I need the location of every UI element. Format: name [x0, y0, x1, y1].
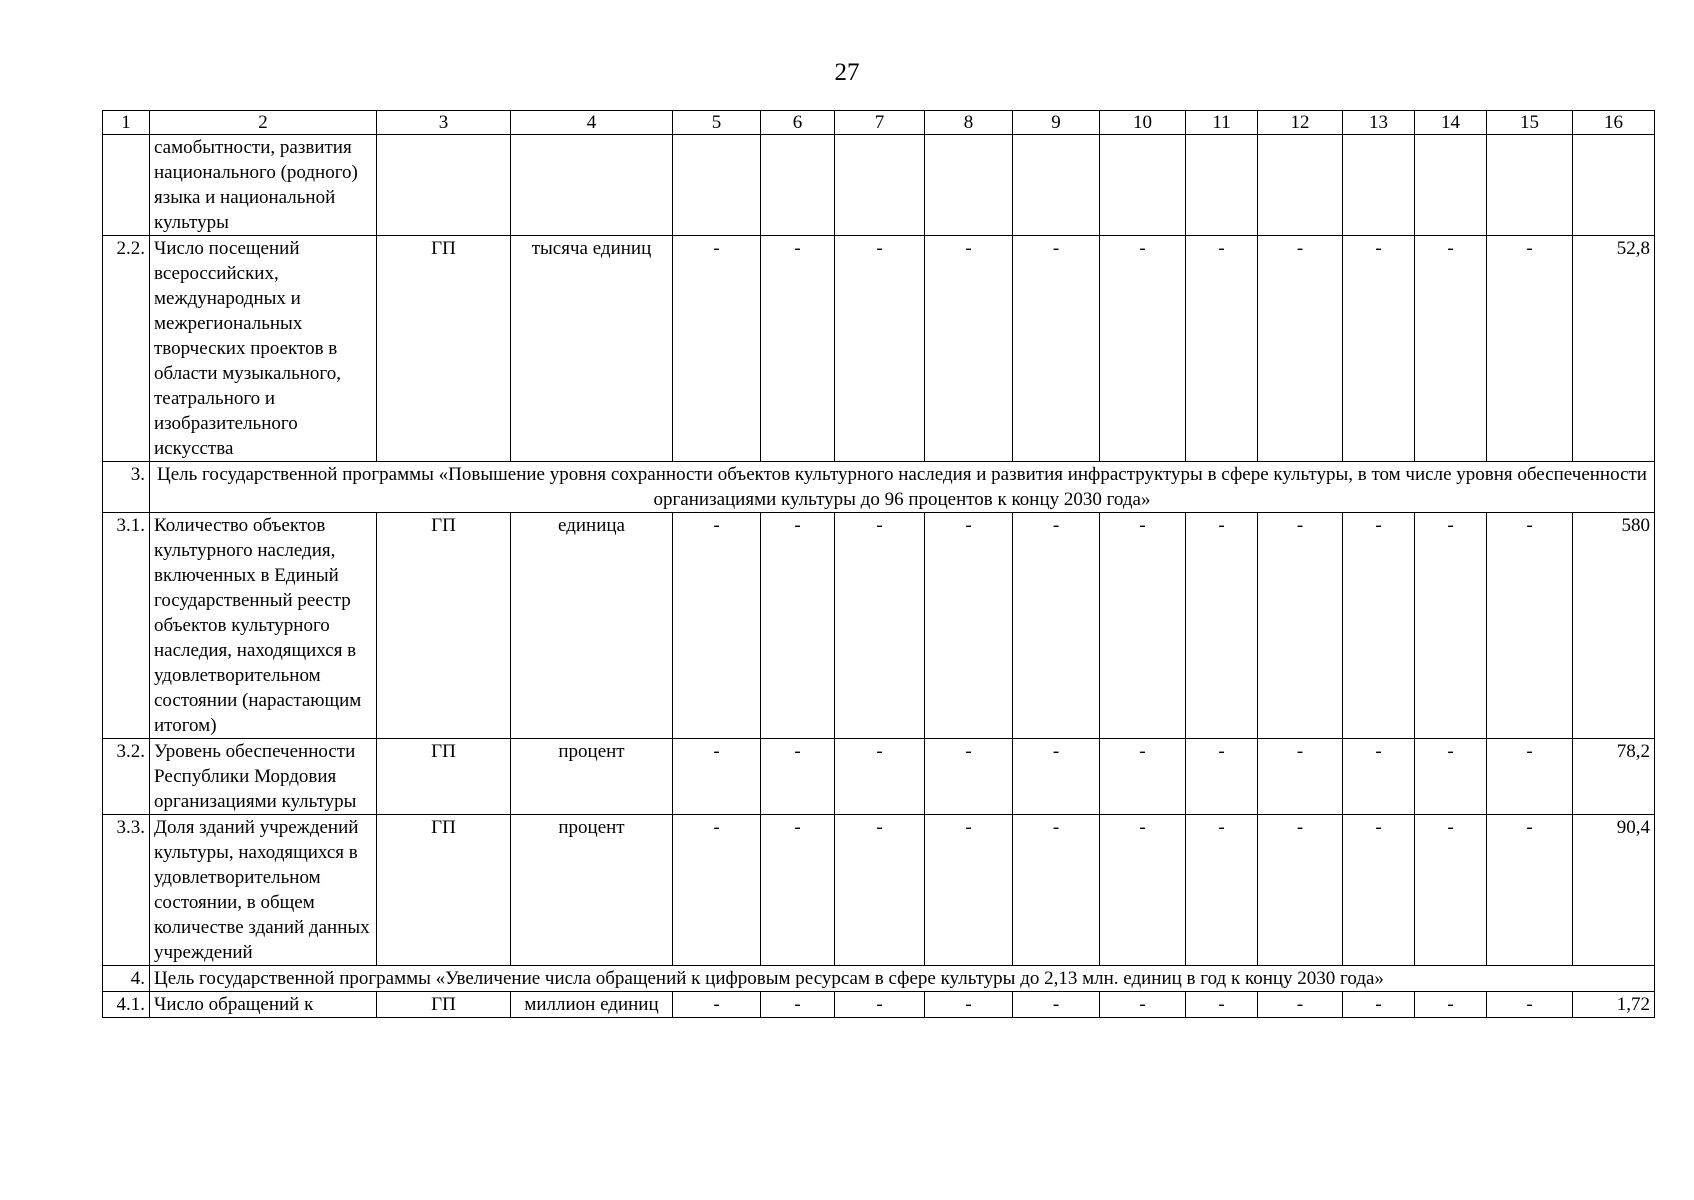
value-cell: -: [1343, 739, 1415, 815]
table-row: [103, 236, 1655, 462]
row-number: 2.2.: [103, 236, 150, 462]
row-number: 4.: [103, 966, 150, 992]
value-cell: -: [1487, 236, 1573, 462]
column-header: 11: [1186, 111, 1258, 135]
indicator-unit: тысяча единиц: [511, 236, 673, 462]
indicator-source: ГП: [377, 992, 511, 1018]
indicator-source: ГП: [377, 815, 511, 966]
page-number: 27: [834, 59, 860, 86]
final-value: 52,8: [1573, 236, 1655, 462]
value-cell: -: [673, 815, 761, 966]
column-header: 7: [835, 111, 925, 135]
value-cell: -: [673, 513, 761, 739]
value-cell: -: [761, 513, 835, 739]
indicator-source: ГП: [377, 236, 511, 462]
indicator-name: самобытности, развития национального (родного) языка и национальной культуры: [150, 135, 377, 236]
value-cell: -: [835, 236, 925, 462]
value-cell: -: [835, 513, 925, 739]
row-number: [103, 135, 150, 236]
final-value: 90,4: [1573, 815, 1655, 966]
column-header: 16: [1573, 111, 1655, 135]
final-value: 1,72: [1573, 992, 1655, 1018]
indicator-unit: миллион единиц: [511, 992, 673, 1018]
column-header: 6: [761, 111, 835, 135]
value-cell: -: [1186, 815, 1258, 966]
indicator-name: Число посещений всероссийских, международных и межрегиональных творческих проектов в области музыкального, театрального и изобразительного искусства: [150, 236, 377, 462]
indicator-unit: единица: [511, 513, 673, 739]
value-cell: -: [1343, 815, 1415, 966]
value-cell: [1100, 135, 1186, 236]
header-row: [103, 111, 1655, 135]
value-cell: [1487, 135, 1573, 236]
goal-text: Цель государственной программы «Увеличение числа обращений к цифровым ресурсам в сфере культуры до 2,13 млн. единиц в год к концу 2030 года»: [150, 966, 1655, 992]
indicator-unit: [511, 135, 673, 236]
value-cell: -: [1415, 815, 1487, 966]
column-header: 5: [673, 111, 761, 135]
value-cell: [1013, 135, 1100, 236]
value-cell: -: [1415, 513, 1487, 739]
column-header: 9: [1013, 111, 1100, 135]
column-header: 14: [1415, 111, 1487, 135]
column-header: 8: [925, 111, 1013, 135]
value-cell: -: [1186, 739, 1258, 815]
column-header: 15: [1487, 111, 1573, 135]
value-cell: -: [1415, 992, 1487, 1018]
column-header: 4: [511, 111, 673, 135]
indicator-source: [377, 135, 511, 236]
value-cell: -: [1258, 815, 1343, 966]
value-cell: [835, 135, 925, 236]
indicator-source: ГП: [377, 513, 511, 739]
column-header: 3: [377, 111, 511, 135]
column-header: 12: [1258, 111, 1343, 135]
table-row: [103, 992, 1655, 1018]
value-cell: -: [925, 992, 1013, 1018]
value-cell: -: [1258, 513, 1343, 739]
value-cell: -: [1343, 236, 1415, 462]
row-number: 4.1.: [103, 992, 150, 1018]
value-cell: -: [1013, 236, 1100, 462]
value-cell: -: [835, 739, 925, 815]
indicator-name: Доля зданий учреждений культуры, находящихся в удовлетворительном состоянии, в общем количестве зданий данных учреждений: [150, 815, 377, 966]
value-cell: -: [1258, 992, 1343, 1018]
value-cell: -: [1415, 236, 1487, 462]
value-cell: -: [1258, 236, 1343, 462]
value-cell: -: [1487, 513, 1573, 739]
value-cell: -: [1013, 513, 1100, 739]
indicators-table: [102, 110, 1655, 1018]
value-cell: -: [761, 739, 835, 815]
final-value: [1573, 135, 1655, 236]
value-cell: -: [1100, 992, 1186, 1018]
row-number: 3.2.: [103, 739, 150, 815]
table-row: [103, 815, 1655, 966]
value-cell: -: [673, 739, 761, 815]
value-cell: -: [835, 815, 925, 966]
table-row: [103, 135, 1655, 236]
goal-text: Цель государственной программы «Повышение уровня сохранности объектов культурного наследия и развития инфраструктуры в сфере культуры, в том числе уровня обеспеченности организациями культуры до 96 процентов к концу 2030 года»: [150, 462, 1655, 513]
value-cell: -: [1415, 739, 1487, 815]
indicator-unit: процент: [511, 815, 673, 966]
column-header: 2: [150, 111, 377, 135]
table-row: [103, 739, 1655, 815]
value-cell: -: [1013, 739, 1100, 815]
value-cell: -: [1258, 739, 1343, 815]
value-cell: [1415, 135, 1487, 236]
indicator-unit: процент: [511, 739, 673, 815]
value-cell: [925, 135, 1013, 236]
value-cell: -: [761, 236, 835, 462]
value-cell: -: [1013, 815, 1100, 966]
indicator-name: Уровень обеспеченности Республики Мордовия организациями культуры: [150, 739, 377, 815]
value-cell: -: [1100, 739, 1186, 815]
final-value: 78,2: [1573, 739, 1655, 815]
value-cell: -: [925, 236, 1013, 462]
indicator-source: ГП: [377, 739, 511, 815]
value-cell: -: [925, 815, 1013, 966]
value-cell: -: [673, 236, 761, 462]
goal-row: [103, 462, 1655, 513]
value-cell: -: [1343, 992, 1415, 1018]
indicator-name: Количество объектов культурного наследия, включенных в Единый государственный реестр объектов культурного наследия, находящихся в удовлетворительном состоянии (нарастающим итогом): [150, 513, 377, 739]
row-number: 3.1.: [103, 513, 150, 739]
value-cell: -: [673, 992, 761, 1018]
value-cell: [1343, 135, 1415, 236]
table-row: [103, 513, 1655, 739]
value-cell: -: [1343, 513, 1415, 739]
goal-row: [103, 966, 1655, 992]
value-cell: -: [925, 513, 1013, 739]
value-cell: -: [1100, 815, 1186, 966]
column-header: 13: [1343, 111, 1415, 135]
value-cell: [673, 135, 761, 236]
column-header: 10: [1100, 111, 1186, 135]
value-cell: -: [925, 739, 1013, 815]
indicator-name: Число обращений к: [150, 992, 377, 1018]
value-cell: -: [1100, 513, 1186, 739]
column-header: 1: [103, 111, 150, 135]
value-cell: -: [761, 992, 835, 1018]
final-value: 580: [1573, 513, 1655, 739]
row-number: 3.3.: [103, 815, 150, 966]
value-cell: -: [1186, 236, 1258, 462]
value-cell: -: [761, 815, 835, 966]
value-cell: -: [1487, 815, 1573, 966]
value-cell: -: [1186, 513, 1258, 739]
row-number: 3.: [103, 462, 150, 513]
value-cell: [1258, 135, 1343, 236]
value-cell: -: [1186, 992, 1258, 1018]
value-cell: [761, 135, 835, 236]
value-cell: -: [1100, 236, 1186, 462]
value-cell: -: [835, 992, 925, 1018]
value-cell: [1186, 135, 1258, 236]
value-cell: -: [1487, 739, 1573, 815]
value-cell: -: [1013, 992, 1100, 1018]
value-cell: -: [1487, 992, 1573, 1018]
